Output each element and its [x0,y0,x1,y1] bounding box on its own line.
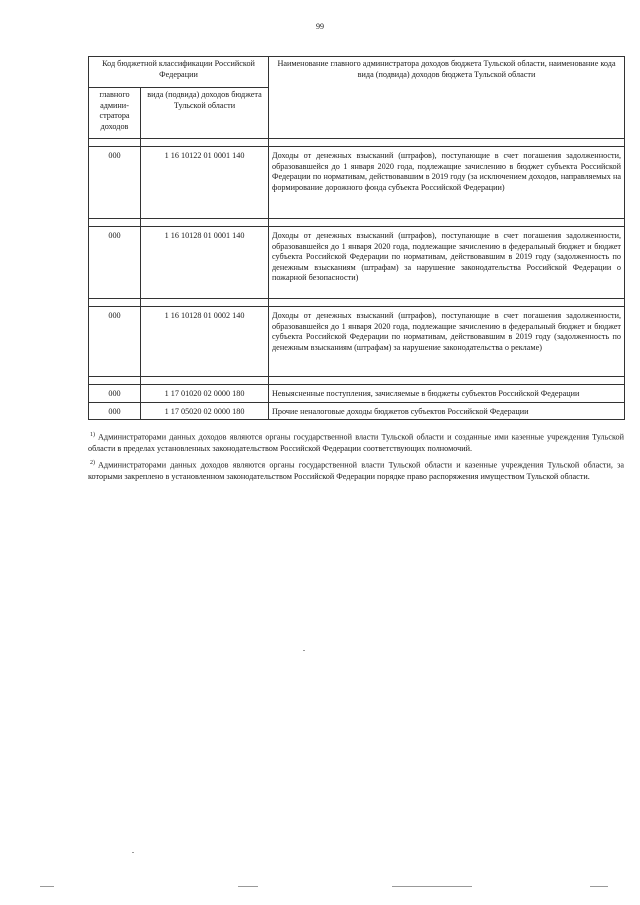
admin-code-cell: 000 [89,147,141,219]
table-row [89,385,625,403]
footnote-2 [88,460,624,482]
footnote-text: Администраторами данных доходов являются органы государственной власти Тульской области и казенные учреждения Тульской области, за которыми закреплено в установленном законодательством Российской Федерации порядке право распоряжения имуществом Тульской области. [88,461,624,481]
footnote-mark: 2) [90,460,95,467]
table-header-row [89,57,625,88]
footnotes [88,432,624,489]
admin-code-cell: 000 [89,307,141,377]
admin-code-cell: 000 [89,385,141,403]
revenue-name-cell: Прочие неналоговые доходы бюджетов субъектов Российской Федерации [269,402,625,420]
footnote-1 [88,432,624,454]
revenue-code-cell: 1 16 10122 01 0001 140 [141,147,269,219]
page-number: 99 [316,22,324,31]
footnote-text: Администраторами данных доходов являются органы государственной власти Тульской области и созданные ими казенные учреждения Тульской области в пределах установленных законодательством Российской Федерации соответствующих полномочий. [88,432,624,453]
revenue-code-cell: 1 17 05020 02 0000 180 [141,402,269,420]
revenue-code-cell: 1 16 10128 01 0002 140 [141,307,269,377]
scan-speck [392,886,472,887]
header-name: Наименование главного администратора доходов бюджета Тульской области, наименование кода вида (подвида) доходов бюджета Тульской области [269,57,625,139]
scan-speck [590,886,608,887]
row-gap [89,139,625,147]
row-gap [89,377,625,385]
scan-speck [303,650,305,651]
revenue-name-cell: Доходы от денежных взысканий (штрафов), поступающие в счет погашения задолженности, образовавшейся до 1 января 2020 года, подлежащие зачислению в бюджет субъекта Российской Федерации по нормативам, действовавшим в 2019 году (за исключением доходов, направляемых на формирование дорожного фонда субъекта Российской Федерации) [269,147,625,219]
admin-code-cell: 000 [89,402,141,420]
row-gap [89,299,625,307]
header-admin-column: главного админи-стратора доходов [89,88,141,139]
revenue-name-cell: Доходы от денежных взысканий (штрафов), поступающие в счет погашения задолженности, образовавшейся до 1 января 2020 года, подлежащие зачислению в федеральный бюджет и бюджет субъекта Российской Федерации по нормативам, действовавшим в 2019 году (задолженность по денежным взысканиям (штрафам) за нарушение законодательства о рекламе) [269,307,625,377]
scan-speck [132,852,134,853]
table-row [89,402,625,420]
header-code-column: вида (подвида) доходов бюджета Тульской области [141,88,269,139]
table-row [89,307,625,377]
revenue-name-cell: Доходы от денежных взысканий (штрафов), поступающие в счет погашения задолженности, образовавшейся до 1 января 2020 года, подлежащие зачислению в федеральный бюджет и бюджет субъекта Российской Федерации по нормативам, действовавшим в 2019 году (задолженность по денежным взысканиям (штрафам) за нарушение законодательства Российской Федерации о пожарной безопасности) [269,227,625,299]
revenue-name-cell: Невыясненные поступления, зачисляемые в бюджеты субъектов Российской Федерации [269,385,625,403]
header-kbk: Код бюджетной классификации Российской Федерации [89,57,269,88]
footnote-mark: 1) [90,432,95,438]
scan-speck [238,886,258,887]
row-gap [89,219,625,227]
revenue-code-cell: 1 16 10128 01 0001 140 [141,227,269,299]
budget-classification-table [88,56,625,420]
scan-speck [40,886,54,887]
table-row [89,147,625,219]
table-row [89,227,625,299]
admin-code-cell: 000 [89,227,141,299]
revenue-code-cell: 1 17 01020 02 0000 180 [141,385,269,403]
